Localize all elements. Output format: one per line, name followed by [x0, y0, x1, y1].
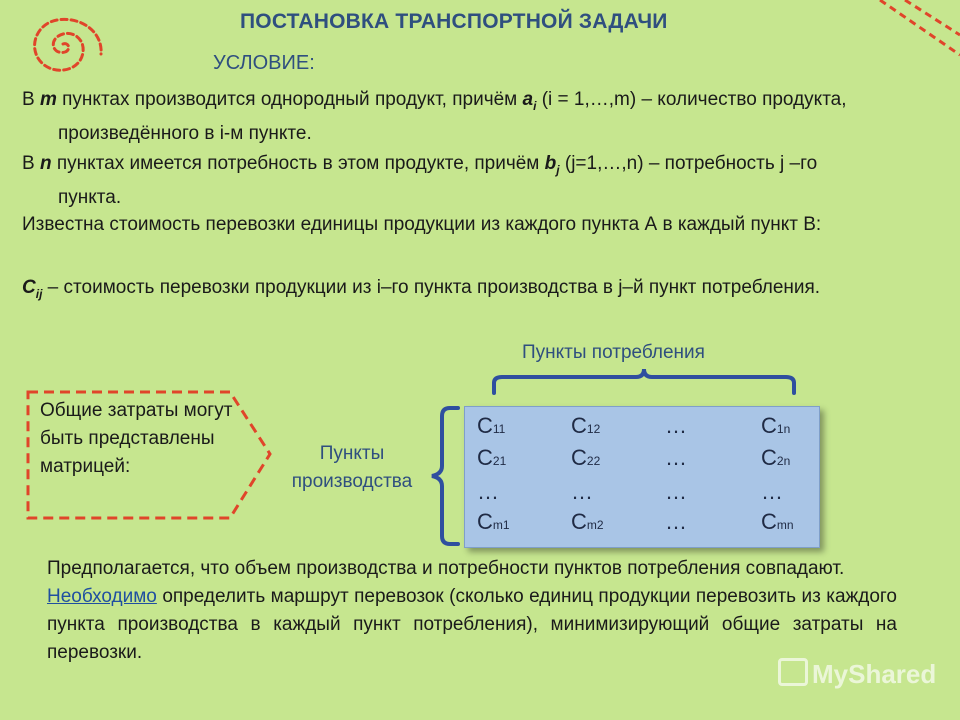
matrix-cell: …: [477, 479, 499, 504]
corner-stripes-decoration-icon: [870, 0, 960, 70]
watermark: MyShared: [778, 658, 936, 690]
watermark-logo-icon: [778, 658, 808, 686]
matrix-cell: …: [571, 479, 593, 504]
section-subtitle: УСЛОВИЕ:: [213, 52, 315, 74]
conclusion-line-2: Необходимо определить маршрут перевозок (сколько единиц продукции перевозить из каждого пункта производства в каждый пункт потребления), минимизирующий общие затраты на перевозки.: [47, 586, 897, 663]
matrix-cell: C1n: [761, 413, 791, 438]
paragraph-demand: В n пунктах имеется потребность в этом продукте, причём $b_j$ (j=1,…,n) – потребность j –го пункта.: [22, 153, 818, 208]
matrix-cell: …: [665, 479, 687, 504]
conclusion-line-1: Предполагается, что объем производства и потребности пунктов потребления совпадают.: [47, 558, 845, 579]
matrix-cell: C11: [477, 413, 506, 438]
matrix-cell: …: [665, 445, 687, 470]
page-title: ПОСТАНОВКА ТРАНСПОРТНОЙ ЗАДАЧИ: [240, 10, 668, 33]
matrix-cell: …: [665, 413, 687, 438]
cost-matrix: [464, 406, 820, 548]
spiral-decoration-icon: [8, 4, 118, 84]
paragraph-cost-definition: $C_{ij}$ – стоимость перевозки продукции из i–го пункта производства в j–й пункт потребления.: [22, 277, 821, 301]
matrix-cell: C12: [571, 413, 601, 438]
consumers-label: Пункты потребления: [522, 342, 705, 363]
matrix-cell: C2n: [761, 445, 791, 470]
matrix-cell: …: [665, 509, 687, 534]
paragraph-cost-known: Известна стоимость перевозки единицы продукции из каждого пункта А в каждый пункт В:: [22, 214, 822, 235]
matrix-cell: Cmn: [761, 509, 794, 534]
necessary-link[interactable]: Необходимо: [47, 586, 157, 607]
matrix-cell: C21: [477, 445, 507, 470]
paragraph-supply: В m пунктах производится однородный продукт, причём $a_i$ (i = 1,…,m) – количество продукта, произведённого в i-м пункте.: [22, 89, 847, 144]
matrix-cell: Cm1: [477, 509, 510, 534]
conclusion-text: [47, 555, 897, 667]
matrix-cell: …: [761, 479, 783, 504]
brace-icon: [490, 365, 800, 397]
cost-matrix-text: Общие затраты могут быть представлены матрицей:: [40, 400, 233, 477]
producers-label: Пункты производства: [291, 443, 413, 492]
matrix-cell: Cm2: [571, 509, 604, 534]
matrix-cell: C22: [571, 445, 601, 470]
bracket-icon: [428, 404, 464, 548]
